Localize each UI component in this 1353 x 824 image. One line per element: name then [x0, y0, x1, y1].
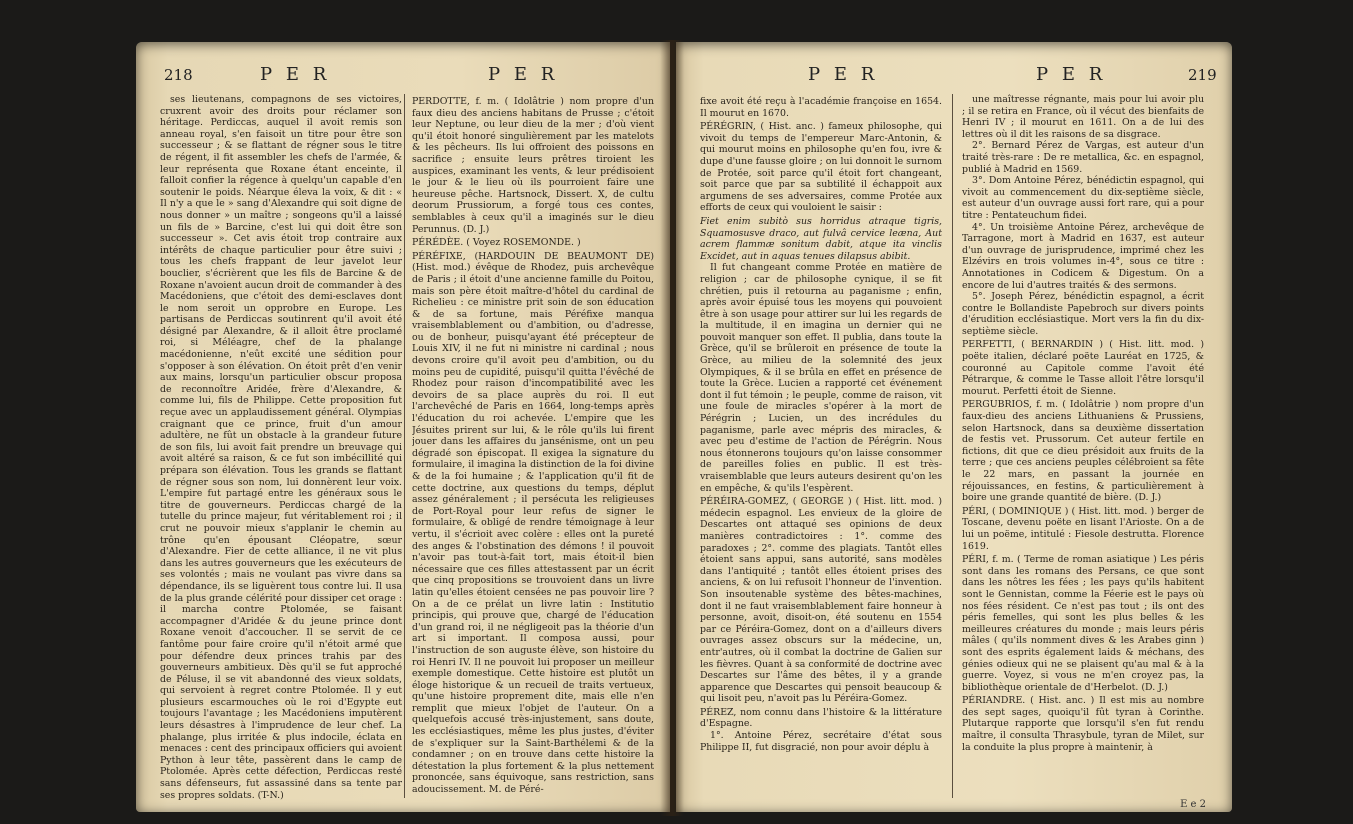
entry-paragraph: 3°. Dom Antoine Pérez, bénédictin espagnol, qui vivoit au commencement du dix-septième siècle, est auteur d'un ouvrage aussi fort rare, qui a pour titre : Pentateuchum fidei. — [962, 175, 1204, 221]
entry-paragraph: 5°. Joseph Pérez, bénédictin espagnol, a écrit contre le Bollandiste Papebroch sur divers points d'érudition ecclésiastique. Mort vers la fin du dix-septième siècle. — [962, 291, 1204, 337]
entry-perdotte: PERDOTTE, f. m. ( Idolâtrie ) nom propre d'un faux dieu des anciens habitans de Prusse ; c'étoit leur Neptune, ou leur dieu de la mer ; d'où vient qu'il étoit honoré singulièrement par les matelots & les pêcheurs. Ils lui offroient des poissons en sacrifice ; ensuite leurs prêtres tiroient les auspices, examinant les vents, & leur prédisoient le jour & le lieu où ils pourroient faire une heureuse pêche. Hartsnock, Dissert. X, de cultu deorum Prussiorum, a forgé tous ces contes, semblables à ceux qu'il a imaginés sur le dieu Perunnus. (D. J.) — [412, 96, 654, 235]
entry-paragraph: ses lieutenans, compagnons de ses victoires, cruxrent avoir des droits pour réclamer son héritage. Perdiccas, auquel il avoit remis son anneau royal, s'en faisoit un titre pour être son successeur ; & se flattant de régner sous le titre de régent, il fit assembler les chefs de l'armée, & leur représenta que Roxane étant enceinte, il falloit confier la régence à quelqu'un capable d'en soutenir le poids. Néarque éleva la voix, & dit : « Il n'y a que le » sang d'Alexandre qui soit digne de nous donner » un maître ; songeons qu'il a laissé un fils de » Barcine, c'est lui qui doit être son successeur ». Cet avis étoit trop contraire aux intérêts de chaque particulier pour être suivi ; tous les chefs frappant de leur javelot leur bouclier, s'écrièrent que les fils de Barcine & de Roxane n'avoient aucun droit de commander à des Macédoniens, que c'étoit des demi-esclaves dont le nom seroit un opprobre en Europe. Les partisans de Perdiccas soutinrent qu'il avoit été désigné par Alexandre, & il alloit être proclamé roi, si Méléagre, chef de la phalange macédonienne, n'eût excité une sédition pour s'opposer à son élévation. On étoit prêt d'en venir aux mains, lorsqu'un particulier obscur proposa de reconnoître Aridée, frère d'Alexandre, & comme lui, fils de Philippe. Cette proposition fut reçue avec un applaudissement général. Olympias craignant que ce prince, fruit d'un amour adultère, ne fût un obstacle à la grandeur future de son fils, lui avoit fait prendre un breuvage qui avoit altéré sa raison, & ce fut son imbécillité qui prépara son élévation. Tous les grands se flattant de régner sous son nom, lui donnèrent leur voix. L'empire fut partagé entre les généraux sous le titre de gouverneurs. Perdiccas chargé de la tutelle du prince majeur, fut véritablement roi ; il crut ne pouvoir mieux s'applanir le chemin au trône qu'en épousant Cléopatre, sœur d'Alexandre. Fier de cette alliance, il ne vit plus dans les autres gouverneurs que les exécuteurs de ses volontés ; mais ne voulant pas vivre dans sa dépendance, ils se liguèrent tous contre lui. Il usa de la plus grande célérité pour dissiper cet orage : il marcha contre Ptolomée, se faisant accompagner d'Aridée & du jeune prince dont Roxane venoit d'accoucher. Il se servit de ce fantôme pour faire croire qu'il n'étoit armé que pour défendre deux princes trahis par des gouverneurs ambitieux. Dès qu'il se fut approché de Péluse, il se vit abandonné des vieux soldats, qui servoient à regret contre Ptolomée. Il y eut plusieurs escarmouches où le roi d'Egypte eut toujours l'avantage ; les Macédoniens imputèrent leurs désastres à l'imprudence de leur chef. La phalange, plus irritée & plus indocile, éclata en menaces : cent des principaux officiers qui avoient Python à leur tête, passèrent dans le camp de Ptolomée. Après cette défection, Perdiccas resté sans défenseurs, fut assassiné dans sa tente par ses propres soldats. (T-N.) — [160, 94, 402, 801]
right-columns — [700, 94, 1214, 802]
right-running-head — [700, 64, 1217, 86]
right-page — [676, 42, 1232, 812]
entry-periandre: PÉRIANDRE. ( Hist. anc. ) Il est mis au nombre des sept sages, quoiqu'il fût tyran à Corinthe. Plutarque rapporte que lorsqu'il s'en fut rendu maître, il consulta Thrasybule, tyran de Milet, sur la conduite la plus propre à maintenir, à — [962, 695, 1204, 753]
entry-perefixe: PÉRÉFIXE, (HARDOUIN DE BEAUMONT DE) (Hist. mod.) évêque de Rhodez, puis archevêque de Paris ; il étoit d'une ancienne famille du Poitou, mais son père étoit maître-d'hôtel du cardinal de Richelieu : ce ministre prit soin de son éducation & de sa fortune, mais Péréfixe manqua vraisemblablement ou d'ambition, ou d'adresse, ou de bonheur, puisqu'ayant été précepteur de Louis XIV, il ne fut ni ministre ni cardinal ; nous devons croire qu'il avoit peu d'ambition, ou du moins peu de cupidité, puisqu'il quitta l'évêché de Rhodez pour raison d'incompatibilité avec les devoirs de sa place auprès du roi. Il eut l'archevêché de Paris en 1664, long-temps après l'éducation du roi achevée. L'empire que les Jésuites prirent sur lui, & le rôle qu'ils lui firent jouer dans les affaires du jansénisme, ont un peu dégradé son épiscopat. Il exigea la signature du formulaire, il imagina la distinction de la foi divine & de la foi humaine ; & l'application qu'il fit de cette doctrine, aux questions du temps, déplut assez généralement ; il persécuta les religieuses de Port-Royal pour leur refus de signer le formulaire, & obligé de rendre témoignage à leur vertu, il s'écrioit avec colère : elles ont la pureté des anges & l'obstination des démons ! il pouvoit n'avoir pas tout-à-fait tort, mais étoit-il bien nécessaire que ces filles attestassent par un écrit que cinq propositions se trouvoient dans un livre latin qu'elles étoient censées ne pas pouvoir lire ? On a de ce prélat un livre latin : Institutio principis, qui prouve que, chargé de l'éducation d'un grand roi, il ne négligeoit pas la théorie d'un art si important. Il composa aussi, pour l'instruction de son auguste élève, son histoire du roi Henri IV. Il ne pouvoit lui proposer un meilleur exemple domestique. Cette histoire est plutôt un éloge historique & un recueil de traits vertueux, qu'une histoire proprement dite, mais elle n'en remplit que mieux l'objet de l'auteur. On a quelquefois accusé très-injustement, sans doute, les ecclésiastiques, même les plus justes, d'éviter de s'expliquer sur la Saint-Barthélemi & de la condamner ; on en trouve dans cette histoire la détestation la plus fortement & la plus nettement prononcée, sans équivoque, sans restriction, sans adoucissement. M. de Péré- — [412, 250, 654, 796]
entry-paragraph: une maîtresse régnante, mais pour lui avoir plu ; il se retira en France, où il vécut des bienfaits de Henri IV ; il mourut en 1611. On a de lui des lettres où il dit les raisons de sa disgrace. — [962, 94, 1204, 140]
entry-paragraph: Il fut changeant comme Protée en matière de religion ; car de philosophe cynique, il se fit chrétien, puis il retourna au paganisme ; enfin, après avoir épuisé tous les moyens qui pouvoient être à son usage pour attirer sur lui les regards de la multitude, il en imagina un dernier qui ne pouvoit manquer son effet. Il publia, dans toute la Grèce, qu'il se brûleroit en présence de toute la Grèce, au milieu de la solemnité des jeux Olympiques, & il se brûla en effet en présence de toute la Grèce. Lucien a rapporté cet événement dont il fut témoin ; le peuple, comme de raison, vit une foule de miracles s'opérer à la mort de Pérégrin ; Lucien, un des incrédules du paganisme, parle avec mépris des miracles, & avec peu d'estime de l'action de Pérégrin. Nous nous étonnerons toujours qu'on laisse consommer de pareilles folies en public. Il est très-vraisemblable que leurs auteurs desirent qu'on les en empêche, & qu'ils l'espèrent. — [700, 262, 942, 494]
entry-peredee: PÉRÉDÈE. ( Voyez ROSEMONDE. ) — [412, 237, 581, 249]
entry-peri: PÉRI, f. m. ( Terme de roman asiatique ) Les péris sont dans les romans des Persans, ce que sont dans les nôtres les fées ; les pays qu'ils habitent sont le Gennistan, comme la Féerie est le pays où nos fées résident. Ce n'est pas tout ; ils ont des péris femelles, qui sont les plus belles & les meilleures créatures du monde ; mais leurs péris mâles ( qu'ils nomment dives & les Arabes ginn ) sont des esprits également laids & méchans, des génies odieux qui ne se plaisent qu'au mal & à la guerre. Voyez, si vous ne m'en croyez pas, la bibliothèque orientale de d'Herbelot. (D. J.) — [962, 554, 1204, 693]
left-columns — [160, 94, 652, 802]
entry-peregrin: PÉRÉGRIN, ( Hist. anc. ) fameux philosophe, qui vivoit du temps de l'empereur Marc-Antonin, & qui mourut moins en philosophe qu'en fou, ivre & dupe d'une fausse gloire ; on lui donnoit le surnom de Protée, soit parce qu'il étoit fort changeant, soit parce que par sa subtilité il échappoit aux argumens de ses adversaires, comme Protée aux efforts de ceux qui vouloient le saisir : — [700, 121, 942, 214]
entry-paragraph: 4°. Un troisième Antoine Pérez, archevêque de Tarragone, mort à Madrid en 1637, est auteur d'un ouvrage de jurisprudence, imprimé chez les Elzévirs en trois volumes in-4°, sous ce titre : Annotationes in Codicem & Digestum. On a encore de lui d'autres traités & des sermons. — [962, 221, 1204, 291]
entry-paragraph: 1°. Antoine Pérez, secrétaire d'état sous Philippe II, fut disgracié, non pour avoir déplu à — [700, 730, 942, 753]
left-column-1 — [160, 94, 402, 802]
entry-perfetti: PERFETTI, ( BERNARDIN ) ( Hist. litt. mod. ) poëte italien, déclaré poëte Lauréat en 1725, & couronné au Capitole comme l'avoit été Pétrarque, & comme le Tasse alloit l'être lorsqu'il mourut. Perfetti étoit de Sienne. — [962, 339, 1204, 397]
left-page-number: 218 — [164, 66, 193, 84]
entry-pergubrios: PERGUBRIOS, f. m. ( Idolâtrie ) nom propre d'un faux-dieu des anciens Lithuaniens & Prussiens, selon Hartsnock, dans sa deuxième dissertation de festis vet. Prussorum. Cet auteur fertile en fictions, dit que ce dieu présidoit aux fruits de la terre ; que ces anciens peuples célébroient sa fête le 22 mars, en passant la journée en réjouissances, en festins, & particulièrement à boire une grande quantité de bière. (D. J.) — [962, 399, 1204, 504]
entry-perefixe-cont: fixe avoit été reçu à l'académie françoise en 1654. Il mourut en 1670. — [700, 96, 942, 119]
entry-perez: PÉREZ, nom connu dans l'histoire & la littérature d'Espagne. — [700, 706, 942, 730]
left-headword-b: P E R — [488, 64, 559, 85]
verse-quotation: Fiet enim subitò sus horridus atraque tigris, Squamosusve draco, aut fulvâ cervice leæna, Aut acrem flammæ sonitum dabit, atque ita vinclis Excidet, aut in aquas tenues dilapsus abibit. — [700, 215, 942, 262]
right-headword-b: P E R — [1036, 64, 1107, 85]
right-page-number: 219 — [1188, 66, 1217, 84]
entry-peri-dominique: PÉRI, ( DOMINIQUE ) ( Hist. litt. mod. ) berger de Toscane, devenu poëte en lisant l'Arioste. On a de lui un poëme, intitulé : Fiesole destrutta. Florence 1619. — [962, 505, 1204, 552]
entry-paragraph: 2°. Bernard Pérez de Vargas, est auteur d'un traité très-rare : De re metallica, &c. en espagnol, publié à Madrid en 1569. — [962, 140, 1204, 175]
book-gutter — [660, 40, 684, 816]
right-column-2 — [962, 94, 1204, 802]
signature-mark: E e 2 — [1180, 799, 1206, 810]
entry-pereira-gomez: PÉRÉIRA-GOMEZ, ( GEORGE ) ( Hist. litt. mod. ) médecin espagnol. Les envieux de la gloire de Descartes ont attaqué ses opinions de deux manières contradictoires : 1°. comme des paradoxes ; 2°. comme des plagiats. Tantôt elles étoient sans appui, sans autorité, sans modèles dans l'antiquité ; tantôt elles étoient prises des anciens, & on lui refusoit l'honneur de l'invention. Son insoutenable système des bêtes-machines, dont il ne faut vraisemblablement faire honneur à personne, avoit, disoit-on, été soutenu en 1554 par ce Péréira-Gomez, dont on a d'ailleurs divers ouvrages assez obscurs sur la médecine, un, entr'autres, où il combat la doctrine de Galien sur les fièvres. Quant à sa conformité de doctrine avec Descartes sur l'âme des bêtes, il y a grande apparence que Descartes qui pensoit beaucoup & qui lisoit peu, n'avoit pas lu Péréira-Gomez. — [700, 496, 942, 705]
left-headword-a: P E R — [260, 64, 331, 85]
left-column-2 — [412, 94, 654, 802]
right-column-1 — [700, 94, 942, 802]
right-headword-a: P E R — [808, 64, 879, 85]
left-running-head — [160, 64, 650, 86]
left-page — [136, 42, 670, 812]
